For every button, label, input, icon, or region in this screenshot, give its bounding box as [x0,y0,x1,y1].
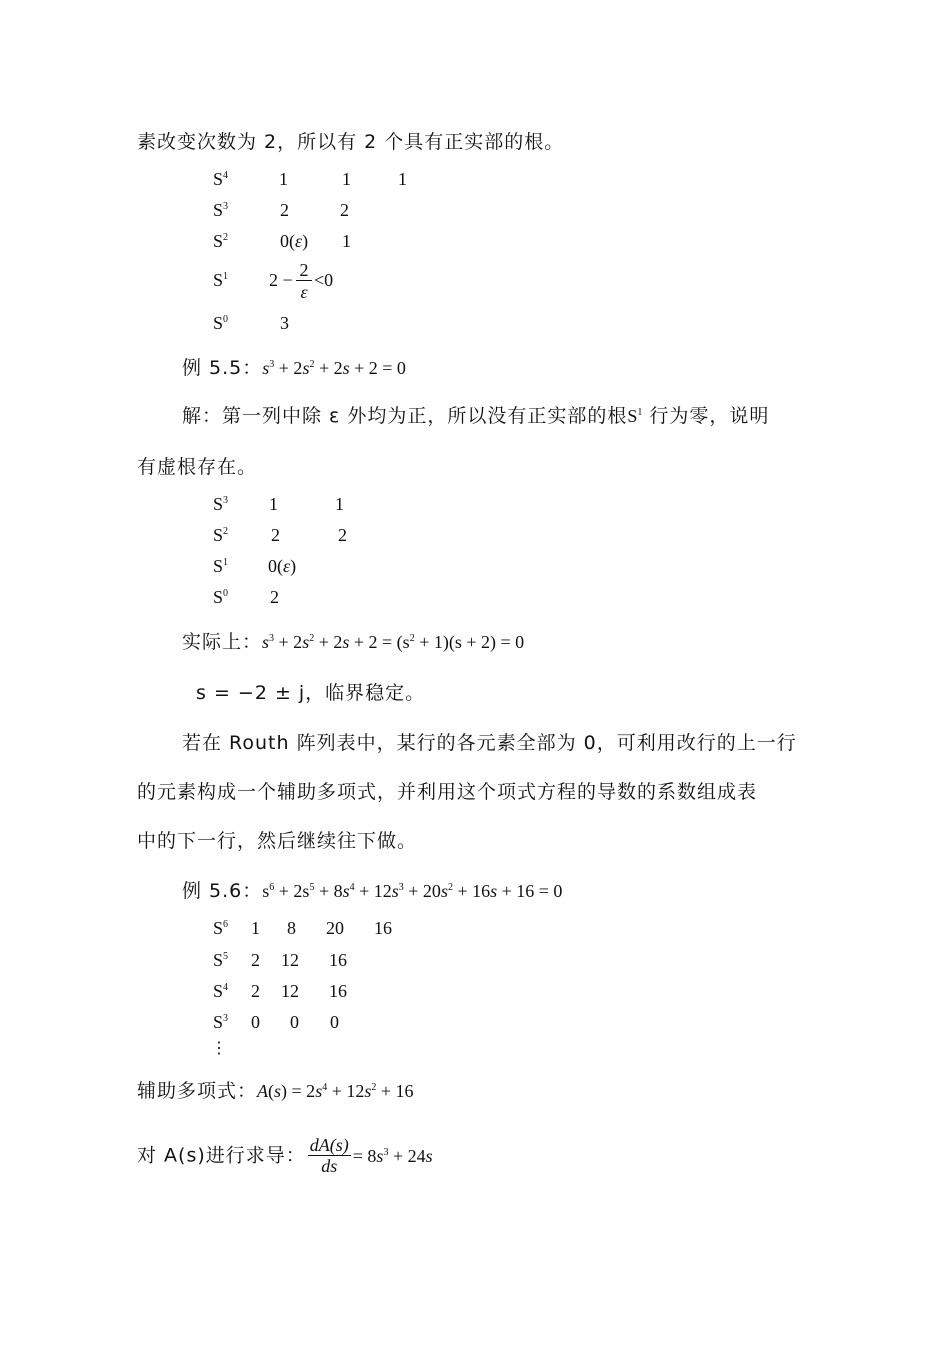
auxiliary-polynomial: 辅助多项式：$A(s) = 2s^4 + 12s^2 + 16$ [137,1080,414,1102]
example-5-5: 例 5.5：$s^3 + 2s^2 + 2s + 2 = 0$ [182,357,406,379]
example-5-6: 例 5.6：$s^6 + 2s^5 + 8s^4 + 12s^3 + 20s^2 + 16s + 16 = 0$ [182,880,563,902]
paragraph-line-3: 中的下一行，然后继续往下做。 [137,830,418,852]
derivative-fraction: $\frac{dA(s)}{ds}$ [309,1135,349,1176]
intro-line: 素改变次数为 2，所以有 2 个具有正实部的根。 [137,131,565,153]
actual-equation: 实际上：$s^3 + 2s^2 + 2s + 2 = (s^2 + 1)(s + 2) = 0$ [182,631,525,653]
derivative-line: 对 A(s)进行求导： $\frac{dA(s)}{ds}$ = $8s^3 + 24s$ [137,1135,433,1176]
vdots: ⋮ [211,1040,227,1057]
paragraph-line-1: 若在 Routh 阵列表中，某行的各元素全部为 0，可利用改行的上一行 [182,732,797,754]
solution-line-2: 有虚根存在。 [137,456,258,478]
solution-line-1: 解：第一列中除 ε 外均为正，所以没有正实部的根$S^1$ 行为零，说明 [182,405,770,427]
paragraph-line-2: 的元素构成一个辅助多项式，并利用这个项式方程的导数的系数组成表 [137,781,758,803]
roots-line: s = −2 ± j，临界稳定。 [196,682,426,704]
